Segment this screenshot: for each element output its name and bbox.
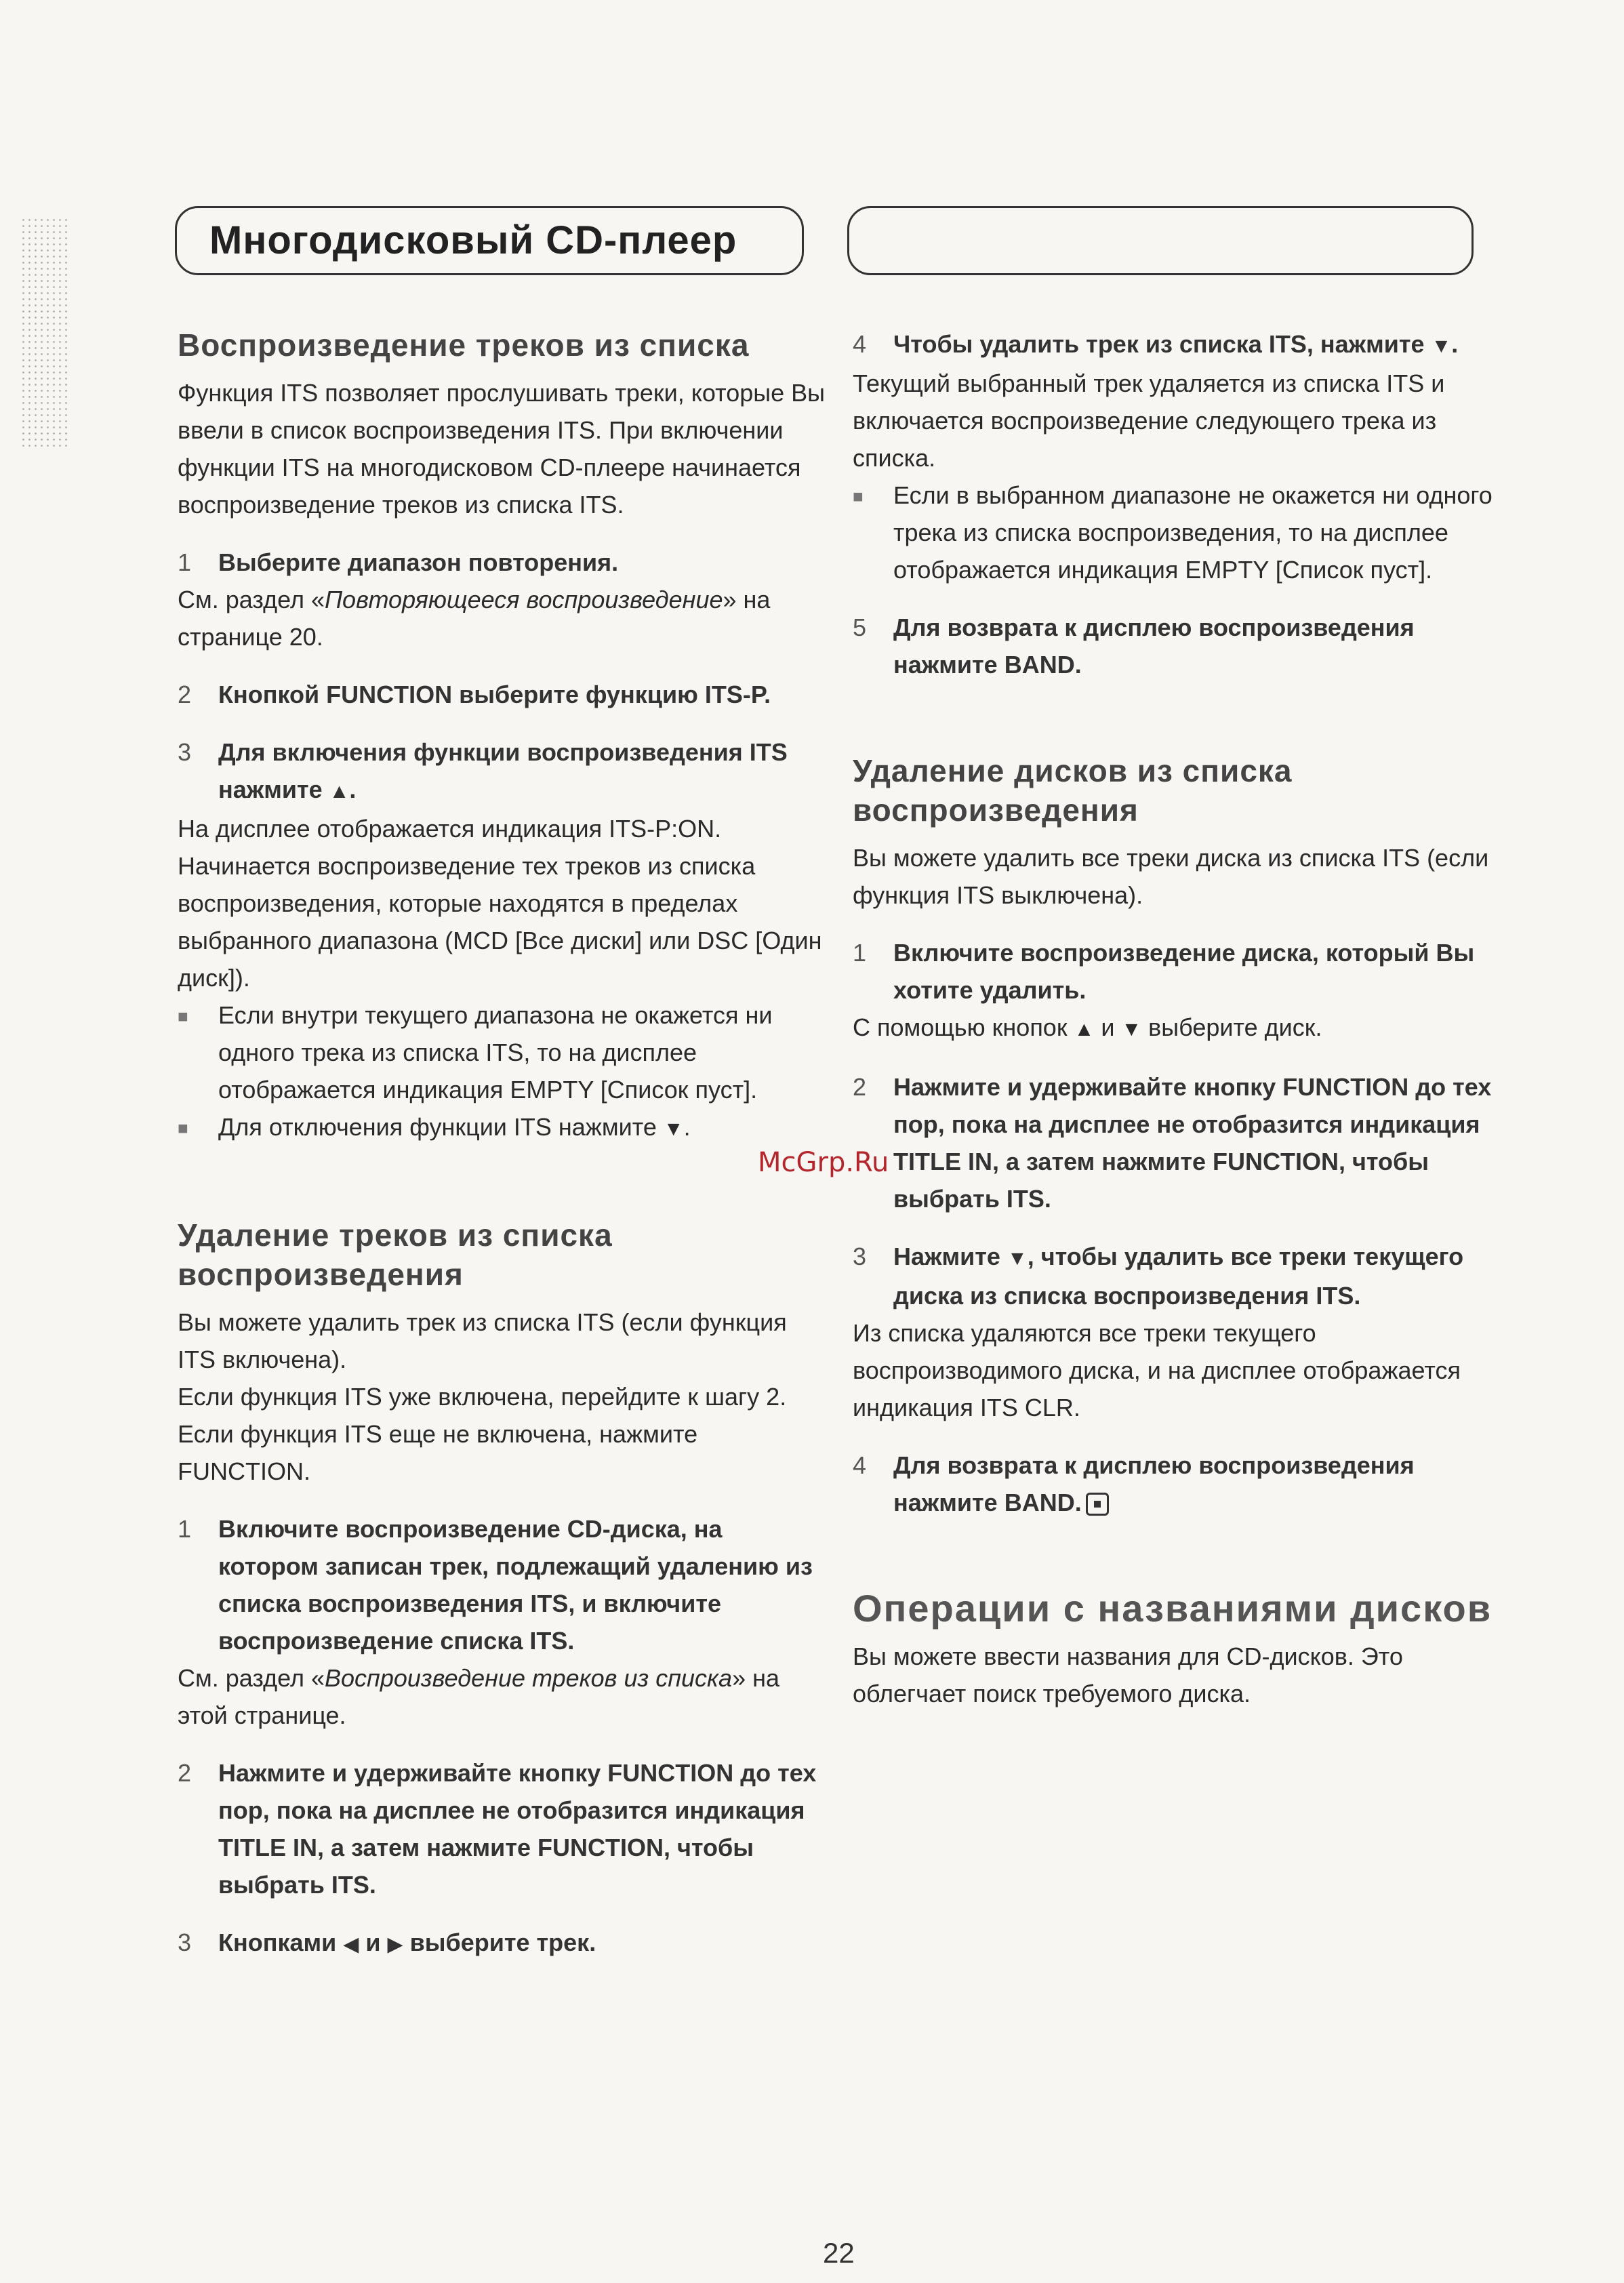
step-number: 4 [853, 330, 867, 358]
bullet-item: ■ Для отключения функции ITS нажмите ▼. [178, 1108, 828, 1148]
section-title: Многодисковый CD-плеер [209, 218, 737, 262]
right-column [853, 325, 1503, 1712]
step-text: Для включения функции воспроизведения ITS нажмите [218, 738, 788, 803]
step-note: См. раздел «Воспроизведение треков из списка» на этой странице. [178, 1664, 779, 1729]
step-number: 1 [853, 939, 867, 967]
step-note: Текущий выбранный трек удаляется из списка ITS и включается воспроизведение следующего трека из списка. [853, 369, 1445, 472]
step-number: 2 [178, 1759, 192, 1787]
step-note: См. раздел «Повторяющееся воспроизведение» на странице 20. [178, 586, 771, 651]
down-arrow-icon: ▼ [1431, 335, 1452, 357]
step: 3 Кнопками ◀ и ▶ выберите трек. [178, 1924, 828, 1963]
heading-play-list: Воспроизведение треков из списка [178, 327, 750, 363]
bullet-icon: ■ [178, 1006, 188, 1026]
step [178, 544, 828, 581]
down-arrow-icon: ▼ [1007, 1247, 1028, 1270]
end-of-section-icon [1086, 1493, 1109, 1516]
bullet-icon: ■ [853, 486, 864, 506]
watermark: McGrp.Ru [758, 1147, 889, 1178]
step-number: 2 [853, 1073, 867, 1101]
bullet-item: ■ Если в выбранном диапазоне не окажется ни одного трека из списка воспроизведения, то на дисплее отображается индикация EMPTY [Список пуст]. [853, 477, 1503, 588]
step: 3 Нажмите ▼, чтобы удалить все треки текущего диска из списка воспроизведения ITS. [853, 1238, 1503, 1314]
up-arrow-icon: ▲ [329, 780, 350, 803]
cross-reference: Повторяющееся воспроизведение [324, 586, 723, 613]
section-header-box [175, 206, 804, 275]
bullet-icon: ■ [178, 1118, 188, 1138]
intro-disc-names: Вы можете ввести названия для CD-дисков. Это облегчает поиск требуемого диска. [853, 1642, 1403, 1708]
down-arrow-icon: ▼ [1121, 1018, 1142, 1041]
step-number: 3 [178, 738, 192, 766]
step-text: Выберите диапазон повторения. [218, 548, 619, 576]
step-text: Нажмите и удерживайте кнопку FUNCTION до тех пор, пока на дисплее не отобразится индикация TITLE IN, а затем нажмите FUNCTION, чтобы выбрать ITS. [218, 1759, 817, 1899]
step-note: На дисплее отображается индикация ITS-P:ON. Начинается воспроизведение тех треков из списка воспроизведения, которые находятся в пределах выбранного диапазона (MCD [Все диски] или DSC [Один диск]). [178, 815, 822, 992]
step-text: Для возврата к дисплею воспроизведения нажмите BAND. [893, 613, 1415, 679]
bullet-item: ■ Если внутри текущего диапазона не окажется ни одного трека из списка ITS, то на дисплее отображается индикация EMPTY [Список пуст]. [178, 996, 828, 1108]
step [853, 609, 1503, 683]
intro-delete-tracks-2: Если функция ITS уже включена, перейдите к шагу 2. Если функция ITS еще не включена, нажмите FUNCTION. [178, 1383, 787, 1485]
step-text: Нажмите и удерживайте кнопку FUNCTION до тех пор, пока на дисплее не отобразится индикация TITLE IN, а затем нажмите FUNCTION, чтобы выбрать ITS. [893, 1073, 1492, 1213]
step-number: 4 [853, 1451, 867, 1479]
step [853, 1447, 1503, 1521]
step-text: Кнопкой FUNCTION выберите функцию ITS-P. [218, 681, 771, 708]
step-note: С помощью кнопок ▲ и ▼ выберите диск. [853, 1009, 1503, 1048]
step-text: Для возврата к дисплею воспроизведения нажмите BAND. [893, 1451, 1415, 1516]
step-text: Включите воспроизведение CD-диска, на котором записан трек, подлежащий удалению из списка воспроизведения ITS, и включите воспроизведение списка ITS. [218, 1515, 813, 1655]
left-column [178, 325, 828, 1963]
intro-delete-tracks: Вы можете удалить трек из списка ITS (если функция ITS включена). [178, 1308, 787, 1373]
intro-delete-discs: Вы можете удалить все треки диска из списка ITS (если функция ITS выключена). [853, 844, 1489, 909]
scan-noise-strip [20, 217, 68, 447]
page-number: 22 [823, 2237, 855, 2269]
heading-delete-discs: Удаление дисков из списка воспроизведения [853, 753, 1293, 828]
down-arrow-icon: ▼ [663, 1118, 684, 1140]
step: 4 Чтобы удалить трек из списка ITS, нажмите ▼. [853, 325, 1503, 365]
heading-disc-names: Операции с названиями дисков [853, 1587, 1493, 1630]
step [178, 1754, 828, 1903]
up-arrow-icon: ▲ [1074, 1018, 1095, 1041]
step-number: 5 [853, 613, 867, 641]
left-arrow-icon: ◀ [343, 1933, 359, 1956]
step-text: Чтобы удалить трек из списка ITS, нажмите [893, 330, 1425, 358]
step-number: 2 [178, 681, 192, 708]
empty-header-box [847, 206, 1474, 275]
intro-play-list: Функция ITS позволяет прослушивать треки, которые Вы ввели в список воспроизведения ITS. При включении функции ITS на многодисковом CD-плеере начинается воспроизведение треков из списка ITS. [178, 379, 826, 519]
step [178, 676, 828, 713]
step-text: Включите воспроизведение диска, который Вы хотите удалить. [893, 939, 1475, 1004]
step: 3 Для включения функции воспроизведения ITS нажмите ▲. [178, 733, 828, 810]
right-arrow-icon: ▶ [387, 1933, 403, 1956]
step [853, 934, 1503, 1009]
heading-delete-tracks: Удаление треков из списка воспроизведения [178, 1217, 613, 1292]
step [178, 1510, 828, 1659]
step-number: 3 [178, 1928, 192, 1956]
step-number: 3 [853, 1242, 867, 1270]
step [853, 1068, 1503, 1217]
step-number: 1 [178, 1515, 192, 1543]
step-note: Из списка удаляются все треки текущего воспроизводимого диска, и на дисплее отображается индикация ITS CLR. [853, 1319, 1461, 1421]
cross-reference: Воспроизведение треков из списка [324, 1664, 733, 1692]
step-number: 1 [178, 548, 192, 576]
